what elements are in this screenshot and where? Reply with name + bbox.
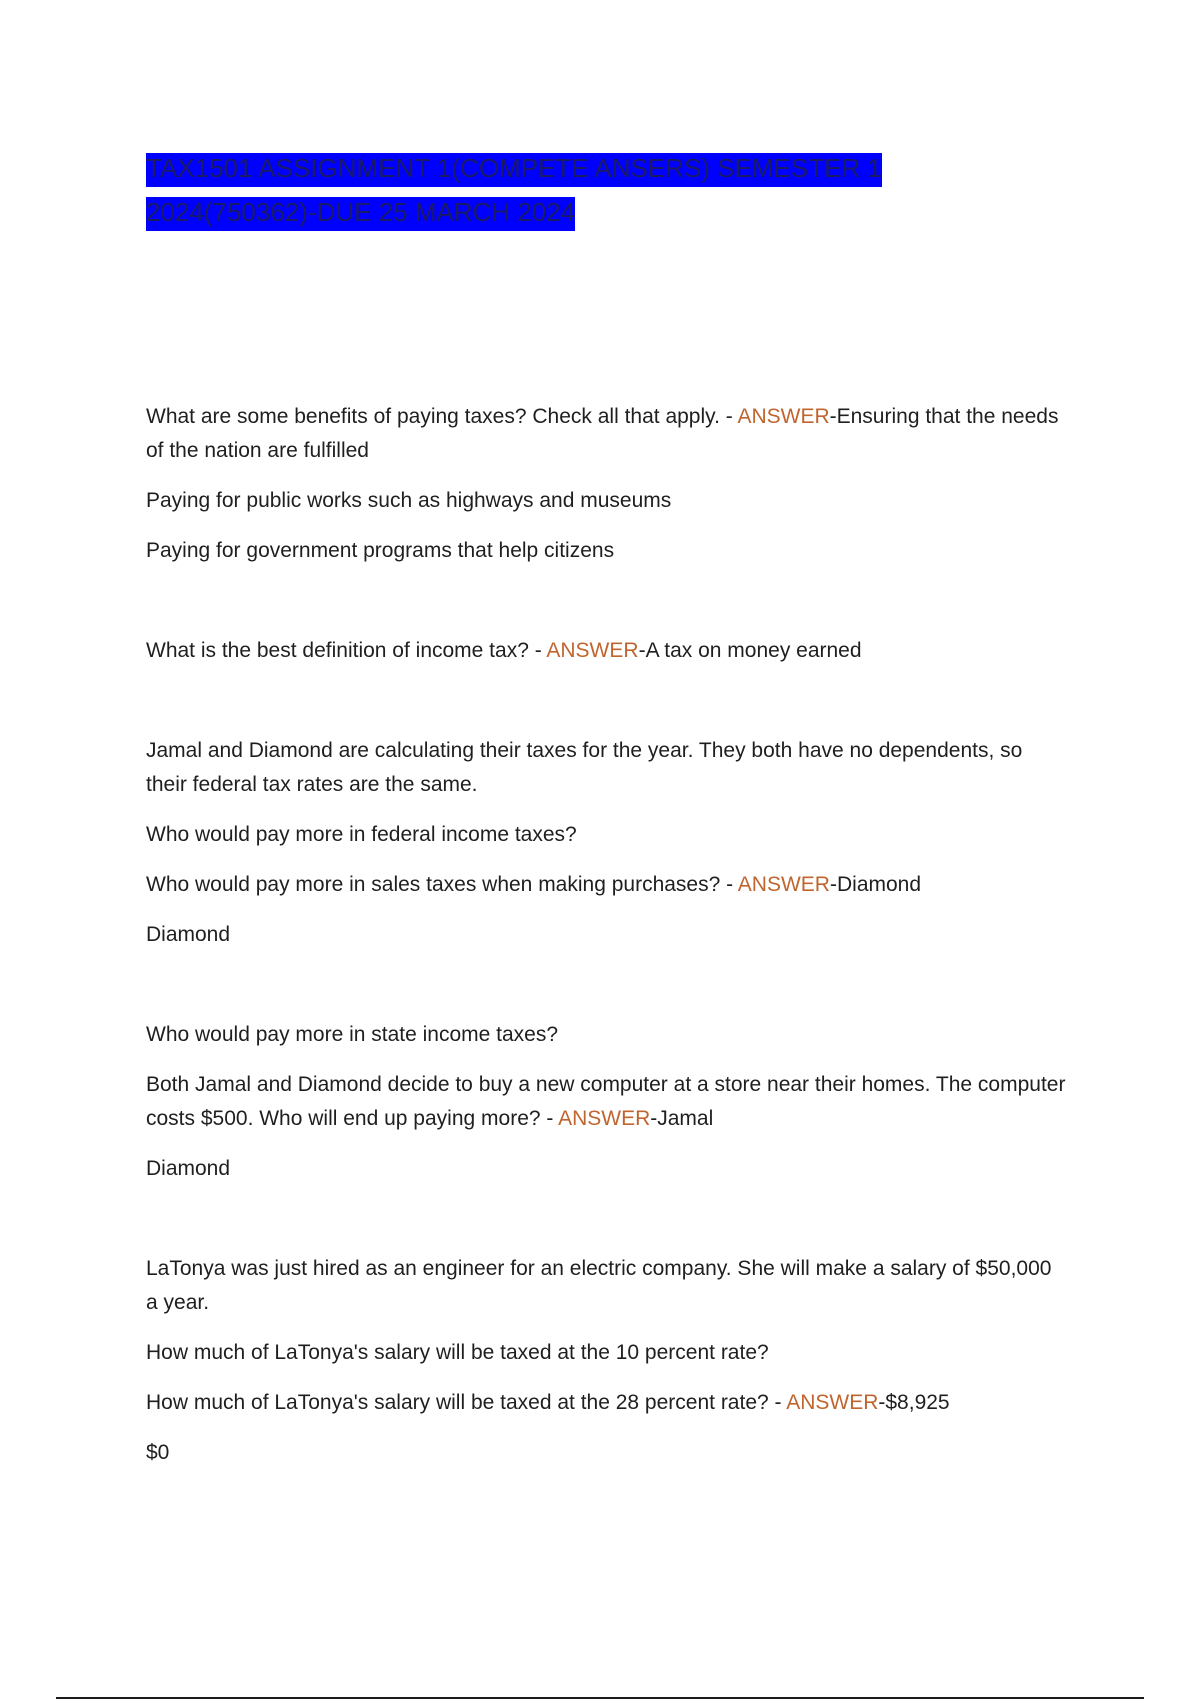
- title-line-2: 2024(750362)-DUE 25 MARCH 2024: [146, 197, 575, 231]
- question-income-tax-definition: What is the best definition of income tax? - ANSWER-A tax on money earned: [146, 639, 862, 662]
- answer-label: ANSWER: [737, 405, 830, 428]
- answer-label: ANSWER: [737, 873, 830, 896]
- answer-text: $8,925: [885, 1391, 950, 1414]
- question-jamal-diamond-intro: Jamal and Diamond are calculating their taxes for the year. They both have no dependents, so their federal tax rates are the same.: [146, 739, 1023, 796]
- list-item: Diamond: [146, 1157, 231, 1180]
- spacer: [146, 1202, 1066, 1252]
- spacer: [146, 684, 1066, 734]
- question-line: Who would pay more in state income taxes?: [146, 1023, 559, 1046]
- answer-text: Diamond: [836, 873, 922, 896]
- question-28-percent-rate: How much of LaTonya's salary will be taxed at the 28 percent rate? - ANSWER-$8,925: [146, 1391, 950, 1414]
- question-benefits-of-taxes: What are some benefits of paying taxes? Check all that apply. - ANSWER-Ensuring that the needs of the nation are fulfilled: [146, 405, 1059, 462]
- question-latonya-intro: LaTonya was just hired as an engineer for an electric company. She will make a salary of $50,000 a year.: [146, 1257, 1052, 1314]
- list-item: $0: [146, 1441, 170, 1464]
- list-item: Paying for public works such as highways and museums: [146, 489, 672, 512]
- answer-label: ANSWER: [558, 1107, 651, 1130]
- spacer: [146, 584, 1066, 634]
- question-sales-taxes: Who would pay more in sales taxes when making purchases? - ANSWER-Diamond: [146, 873, 922, 896]
- answer-label: ANSWER: [786, 1391, 879, 1414]
- document-body: [146, 400, 1066, 1486]
- question-line: How much of LaTonya's salary will be taxed at the 10 percent rate?: [146, 1341, 769, 1364]
- answer-text: Ensuring that the needs of the nation are fulfilled: [146, 405, 1059, 462]
- question-computer-purchase: Both Jamal and Diamond decide to buy a new computer at a store near their homes. The computer costs $500. Who will end up paying more? - ANSWER-Jamal: [146, 1073, 1066, 1130]
- question-line: Who would pay more in federal income taxes?: [146, 823, 577, 846]
- footer-divider: [56, 1697, 1144, 1699]
- list-item: Diamond: [146, 923, 231, 946]
- title-line-1: TAX1501 ASSIGNMENT 1(COMPETE ANSERS) SEMESTER 1: [146, 153, 882, 187]
- answer-label: ANSWER: [546, 639, 639, 662]
- answer-text: A tax on money earned: [645, 639, 862, 662]
- spacer: [146, 968, 1066, 1018]
- answer-text: Jamal: [657, 1107, 714, 1130]
- list-item: Paying for government programs that help citizens: [146, 539, 615, 562]
- document-title: [146, 146, 1006, 234]
